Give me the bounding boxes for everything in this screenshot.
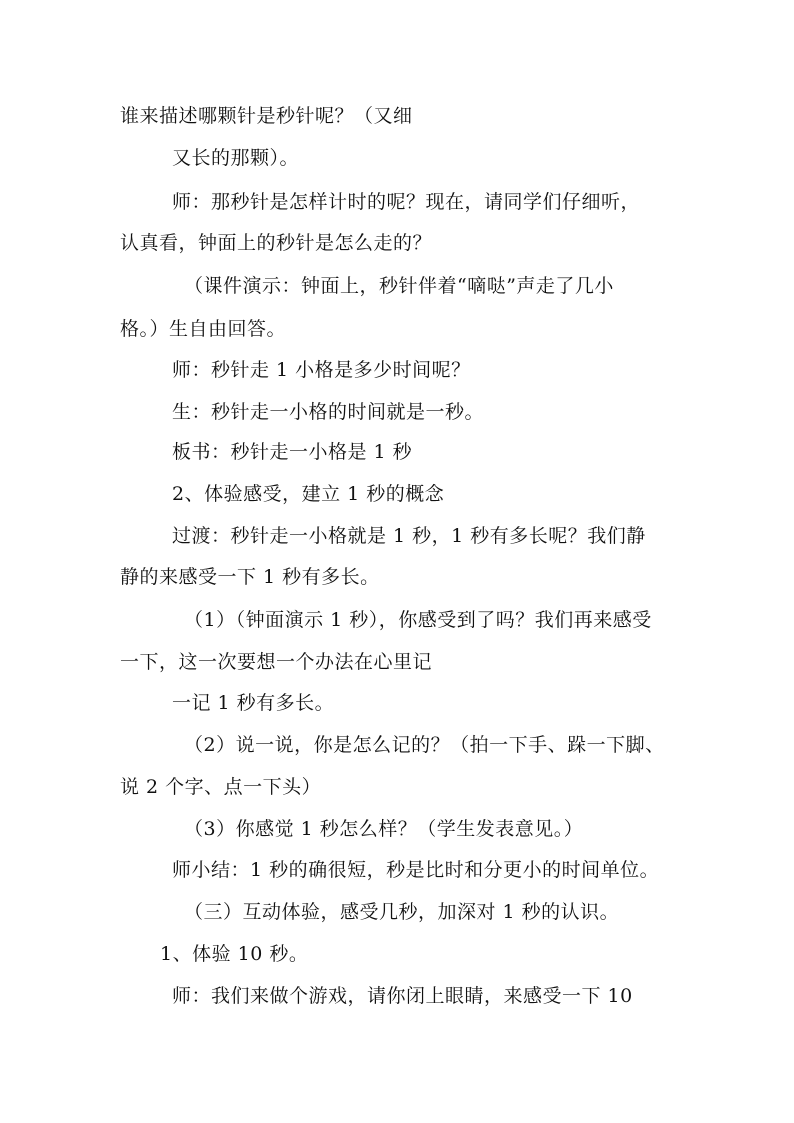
paragraph-line: 师小结：1 秒的确很短，秒是比时和分更小的时间单位。	[172, 859, 660, 881]
paragraph-line: 认真看，钟面上的秒针是怎么走的？	[120, 232, 433, 254]
paragraph-line: 过渡：秒针走一小格就是 1 秒，1 秒有多长呢？我们静	[172, 525, 646, 547]
section-heading: （三）互动体验，感受几秒，加深对 1 秒的认识。	[184, 901, 620, 923]
paragraph-line: （3）你感觉 1 秒怎么样？（学生发表意见。）	[184, 818, 584, 840]
paragraph-line: 说 2 个字、点一下头）	[120, 776, 322, 798]
paragraph-line: 静的来感受一下 1 秒有多长。	[120, 566, 380, 588]
paragraph-line: （课件演示：钟面上，秒针伴着“嘀哒”声走了几小	[184, 275, 614, 297]
paragraph-line: 师：秒针走 1 小格是多少时间呢？	[172, 359, 471, 381]
paragraph-line: 师：那秒针是怎样计时的呢？现在，请同学们仔细听，	[172, 191, 641, 213]
paragraph-line: 生：秒针走一小格的时间就是一秒。	[172, 401, 485, 423]
section-heading: 2、体验感受，建立 1 秒的概念	[172, 483, 445, 505]
paragraph-line: 一下，这一次要想一个办法在心里记	[120, 651, 433, 673]
paragraph-line: 一记 1 秒有多长。	[172, 692, 335, 714]
paragraph-line: 谁来描述哪颗针是秒针呢？（又细	[120, 105, 413, 127]
paragraph-line: 又长的那颗）。	[172, 147, 300, 169]
paragraph-line: 格。）生自由回答。	[120, 318, 287, 340]
section-heading: 1、体验 10 秒。	[160, 943, 309, 965]
paragraph-line: （1）（钟面演示 1 秒），你感受到了吗？我们再来感受	[184, 609, 652, 631]
paragraph-line: （2）说一说，你是怎么记的？（拍一下手、跺一下脚、	[184, 734, 665, 756]
paragraph-line: 师：我们来做个游戏，请你闭上眼睛，来感受一下 10	[172, 985, 633, 1007]
board-writing-line: 板书：秒针走一小格是 1 秒	[172, 441, 413, 463]
